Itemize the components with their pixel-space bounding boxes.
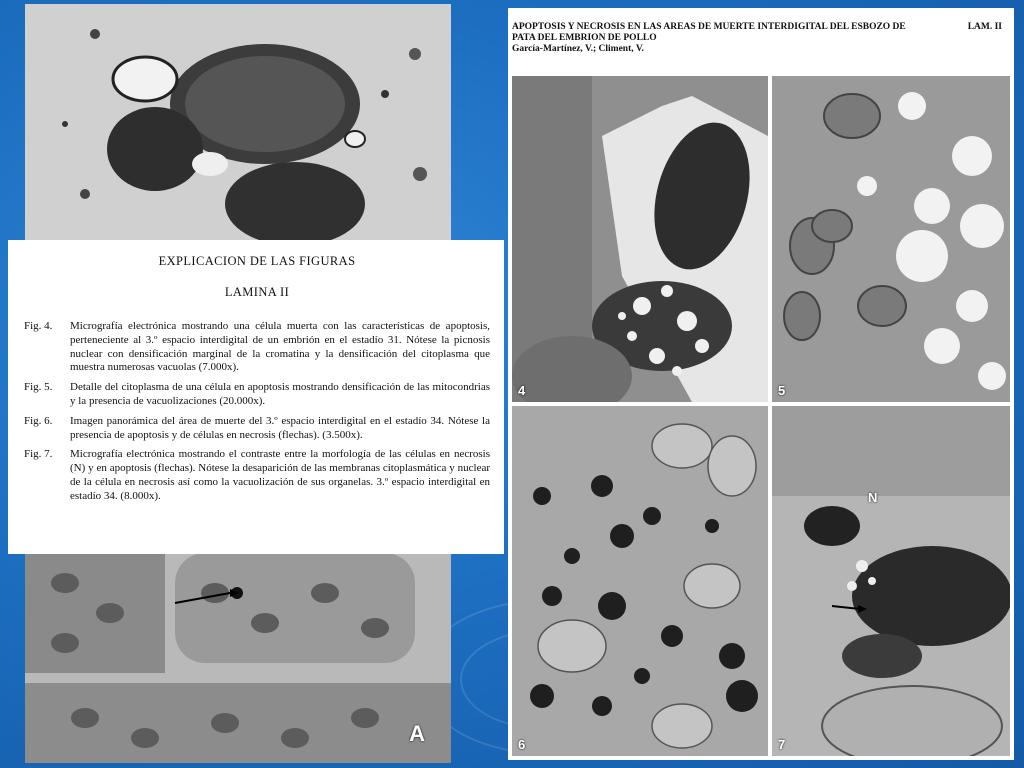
plate-panel-number: 5 xyxy=(778,383,786,398)
panel-letter-a: A xyxy=(409,721,425,746)
caption-fig-label: Fig. 6. xyxy=(24,414,53,427)
caption-fig-6 xyxy=(24,415,490,443)
figure-plate xyxy=(508,8,1014,760)
plate-lam-label: LAM. II xyxy=(967,22,1002,32)
caption-subtitle: LAMINA II xyxy=(224,285,290,299)
plate-panel-7 xyxy=(772,406,1010,756)
plate-header xyxy=(512,22,1008,55)
caption-fig-text: Micrografía electrónica mostrando el contraste entre la morfología de las células en necrosis (N) y en apoptosis (flechas). Nótese la desaparición de las membranas citoplasmática y nuclear de la célula en necrosis así como la vacuolización de sus organelas. 3.º espacio interdigital en estadío 34. (8.000x). xyxy=(70,448,490,502)
plate-authors: García-Martínez, V.; Climent, V. xyxy=(512,44,644,54)
plate-panel-6 xyxy=(512,406,768,756)
necrosis-label: N xyxy=(868,490,878,505)
plate-title: APOPTOSIS Y NECROSIS EN LAS AREAS DE MUERTE INTERDIGITAL DEL ESBOZO DE PATA DEL EMBRION DE POLLO xyxy=(512,22,906,43)
caption-fig-label: Fig. 4. xyxy=(24,320,53,332)
plate-panel-number: 4 xyxy=(518,383,526,398)
caption-title: EXPLICACION DE LAS FIGURAS xyxy=(158,254,356,268)
plate-panel-number: 7 xyxy=(778,737,786,752)
plate-panel-4 xyxy=(512,76,768,402)
caption-fig-5 xyxy=(24,381,490,409)
plate-panel-number: 6 xyxy=(518,737,526,752)
caption-fig-4 xyxy=(24,320,490,375)
bottom-light-micrograph xyxy=(25,553,451,763)
top-electron-micrograph xyxy=(25,4,451,240)
caption-fig-text: Micrografía electrónica mostrando una célula muerta con las características de apoptosis, perteneciente al 3.º espacio interdigital de un embrión en el estadío 31. Nótese la picnosis nuclear con densificación marginal de la cromatina y la densificación del citoplasma que muestra numerosas vacuolas (7.000x). xyxy=(70,320,490,374)
caption-fig-label: Fig. 7. xyxy=(24,448,53,461)
caption-fig-text: Detalle del citoplasma de una célula en apoptosis mostrando densificación de las mitocondrias y la presencia de vacuolizaciones (20.000x). xyxy=(70,381,490,407)
figure-caption-card xyxy=(8,240,504,554)
caption-fig-7 xyxy=(24,448,490,503)
caption-fig-text: Imagen panorámica del área de muerte del 3.º espacio interdigital en el estadío 34. Nótese la presencia de apoptosis y de células en necrosis (flechas). (3.500x). xyxy=(70,414,490,441)
caption-fig-label: Fig. 5. xyxy=(24,381,53,394)
plate-panel-5 xyxy=(772,76,1010,402)
